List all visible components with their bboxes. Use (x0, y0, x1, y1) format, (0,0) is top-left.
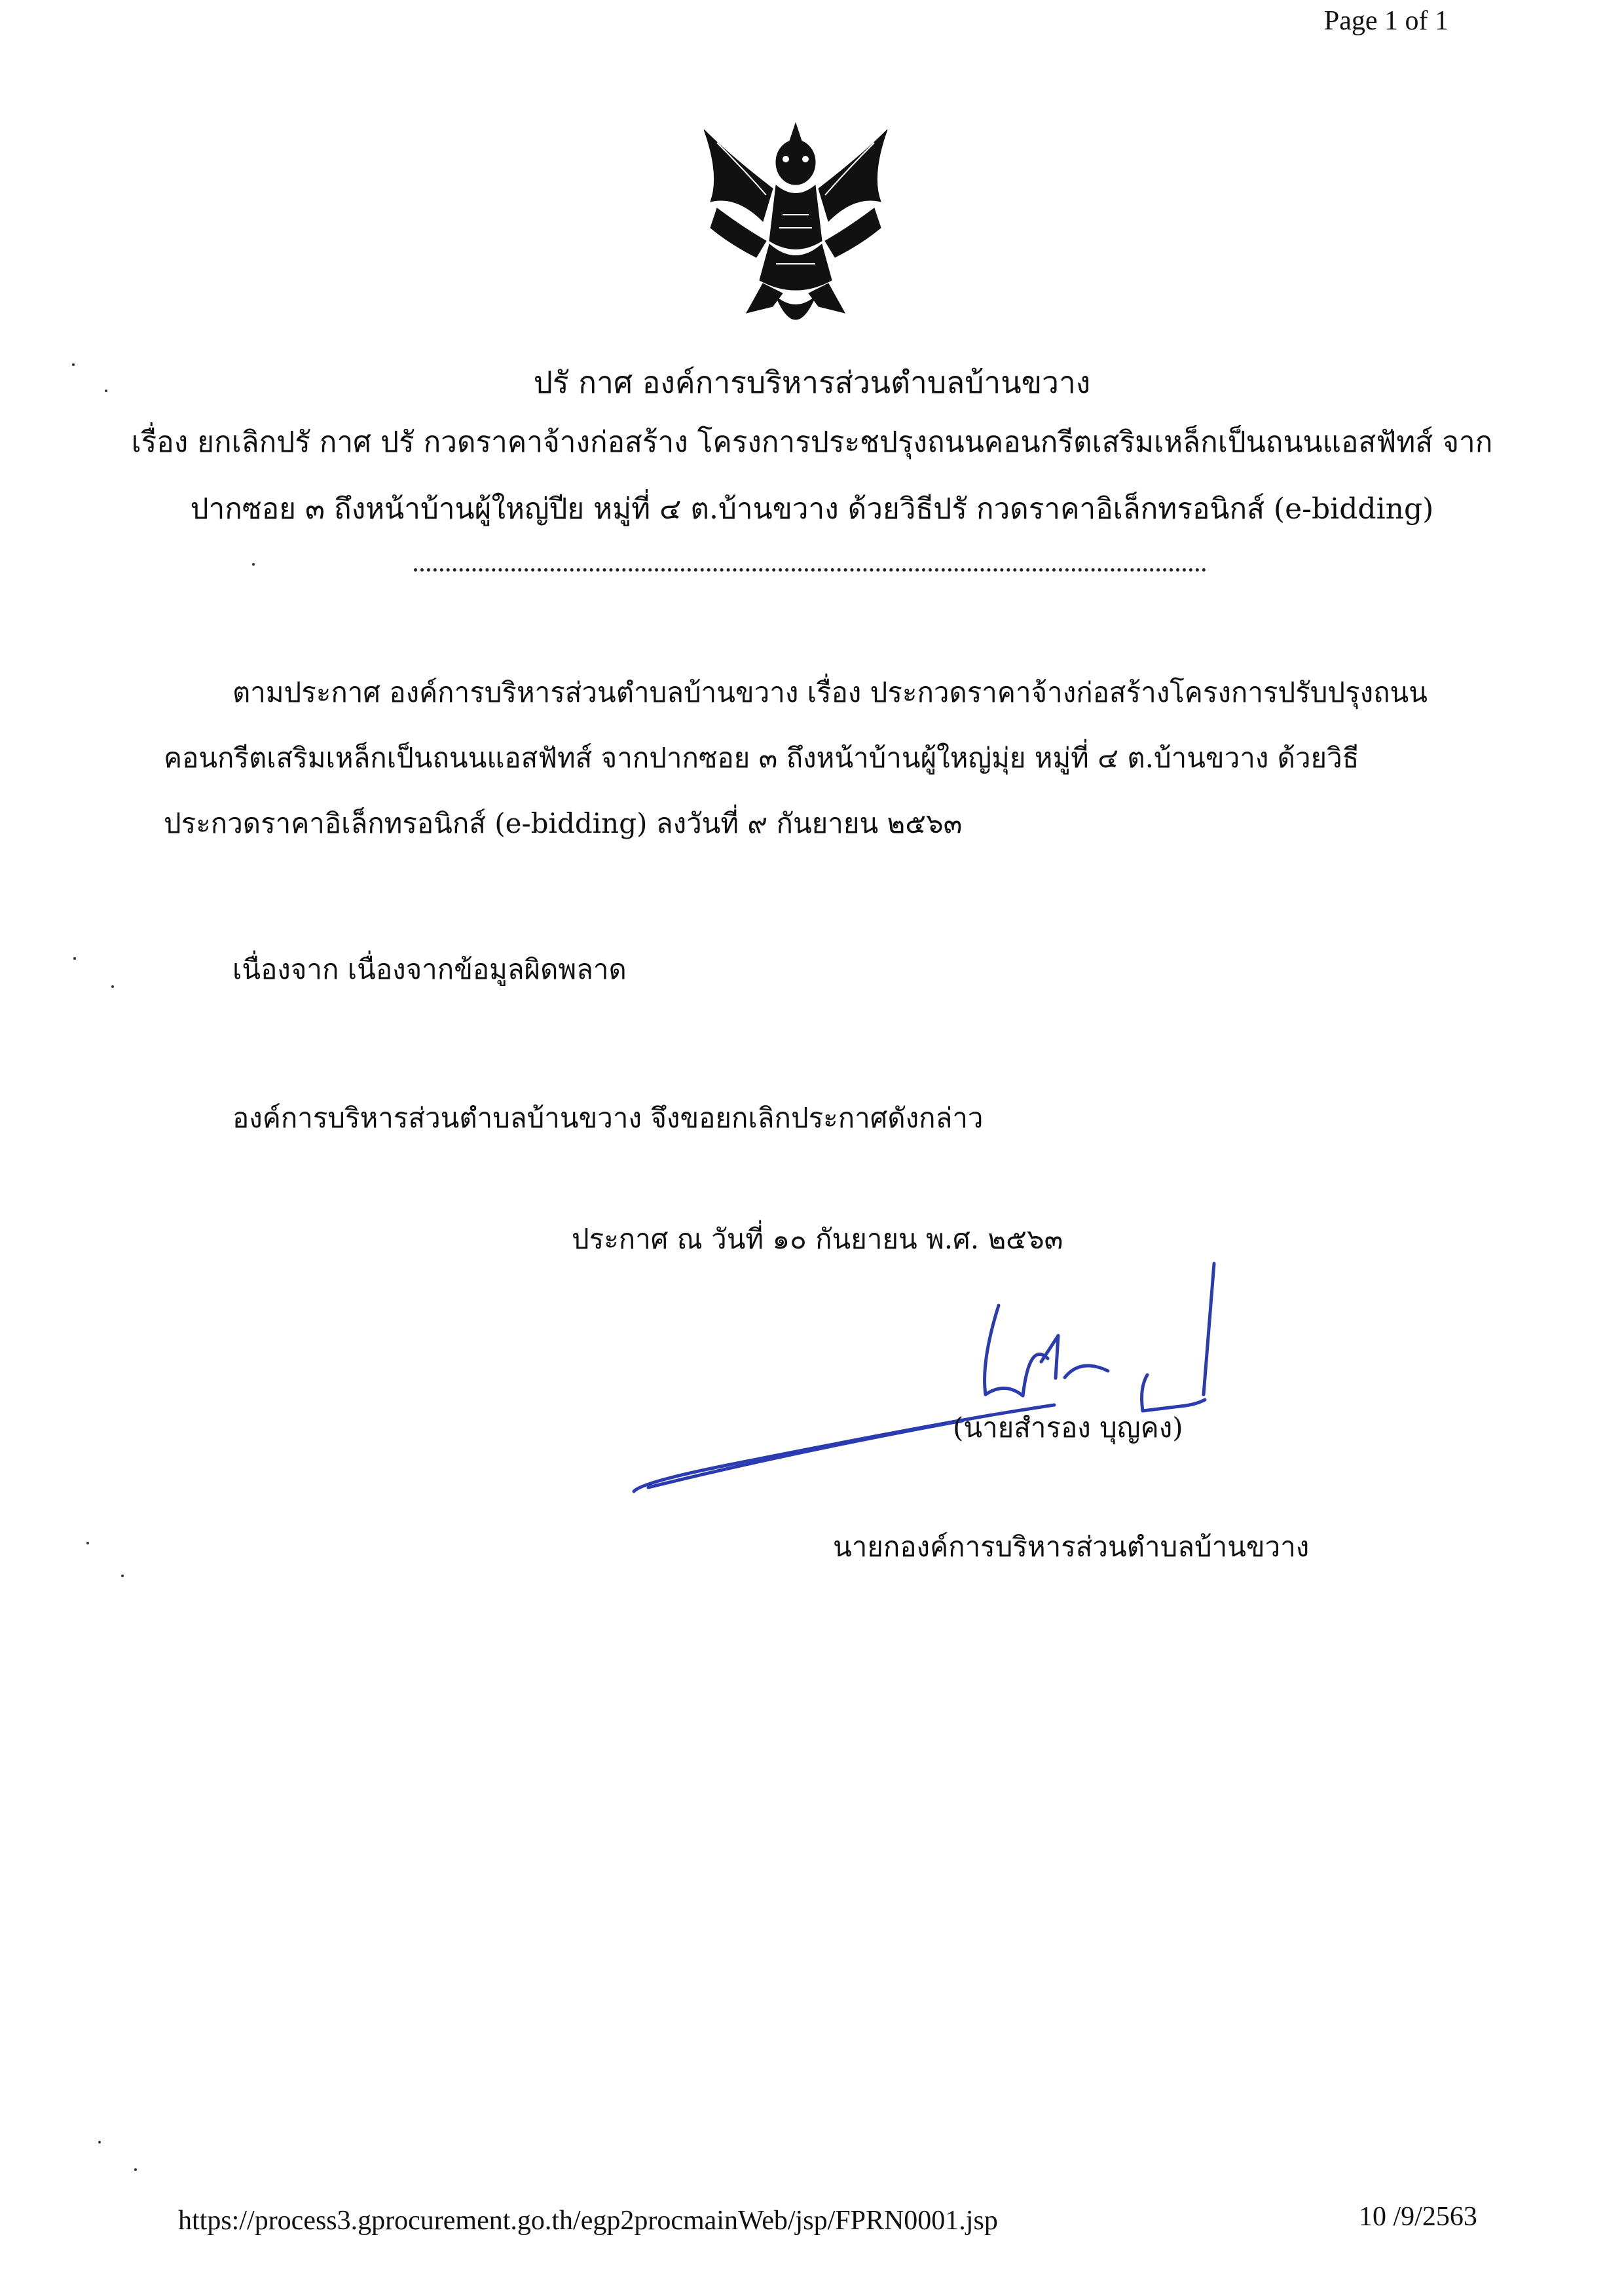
garuda-emblem-icon (691, 117, 900, 342)
scan-speck (111, 985, 114, 988)
body-paragraph-line-3: ประกวดราคาอิเล็กทรอนิกส์ (e-bidding) ลงวันที่ ๙ กันยายน ๒๕๖๓ (164, 807, 963, 839)
handwritten-signature (622, 1244, 1244, 1506)
subject-line-1: เรื่อง ยกเลิกปรั กาศ ปรั กวดราคาจ้างก่อสร้าง โครงการประชปรุงถนนคอนกรีตเสริมเหล็กเป็นถนนแอสฟัทส์ จาก (131, 426, 1493, 459)
announcement-date: ประกาศ ณ วันที่ ๑๐ กันยายน พ.ศ. ๒๕๖๓ (572, 1223, 1063, 1255)
cancellation-reason: เนื่องจาก เนื่องจากข้อมูลผิดพลาด (232, 953, 627, 985)
signer-name: (นายสำรอง บุญคง) (953, 1412, 1183, 1444)
scan-speck (252, 563, 255, 566)
footer-print-date: 10 /9/2563 (1359, 2202, 1477, 2232)
announcement-title: ปรั กาศ องค์การบริหารส่วนตำบลบ้านขวาง (533, 365, 1091, 400)
scan-speck (98, 2141, 101, 2143)
scan-speck (105, 390, 107, 392)
scan-speck (73, 957, 76, 960)
body-paragraph-line-2: คอนกรีตเสริมเหล็กเป็นถนนแอสฟัทส์ จากปากซอย ๓ ถึงหน้าบ้านผู้ใหญ่มุ่ย หมู่ที่ ๔ ต.บ้านขวาง ด้วยวิธี (164, 742, 1359, 774)
page-indicator: Page 1 of 1 (1323, 6, 1449, 36)
scan-speck (134, 2168, 137, 2171)
dotted-divider (414, 562, 1206, 572)
scan-speck (121, 1575, 124, 1577)
body-paragraph-line-1: ตามประกาศ องค์การบริหารส่วนตำบลบ้านขวาง เรื่อง ประกวดราคาจ้างก่อสร้างโครงการปรับปรุงถนน (232, 676, 1428, 708)
signer-position: นายกองค์การบริหารส่วนตำบลบ้านขวาง (833, 1531, 1310, 1563)
footer-url: https://process3.gprocurement.go.th/egp2procmainWeb/jsp/FPRN0001.jsp (178, 2206, 998, 2236)
scan-speck (72, 363, 75, 366)
cancellation-statement: องค์การบริหารส่วนตำบลบ้านขวาง จึงขอยกเลิกประกาศดังกล่าว (232, 1102, 984, 1134)
scan-speck (86, 1542, 89, 1544)
subject-line-2: ปากซอย ๓ ถึงหน้าบ้านผู้ใหญ่ปีย หมู่ที่ ๔ ต.บ้านขวาง ด้วยวิธีปรั กวดราคาอิเล็กทรอนิกส์ (e-bidding) (190, 492, 1434, 526)
